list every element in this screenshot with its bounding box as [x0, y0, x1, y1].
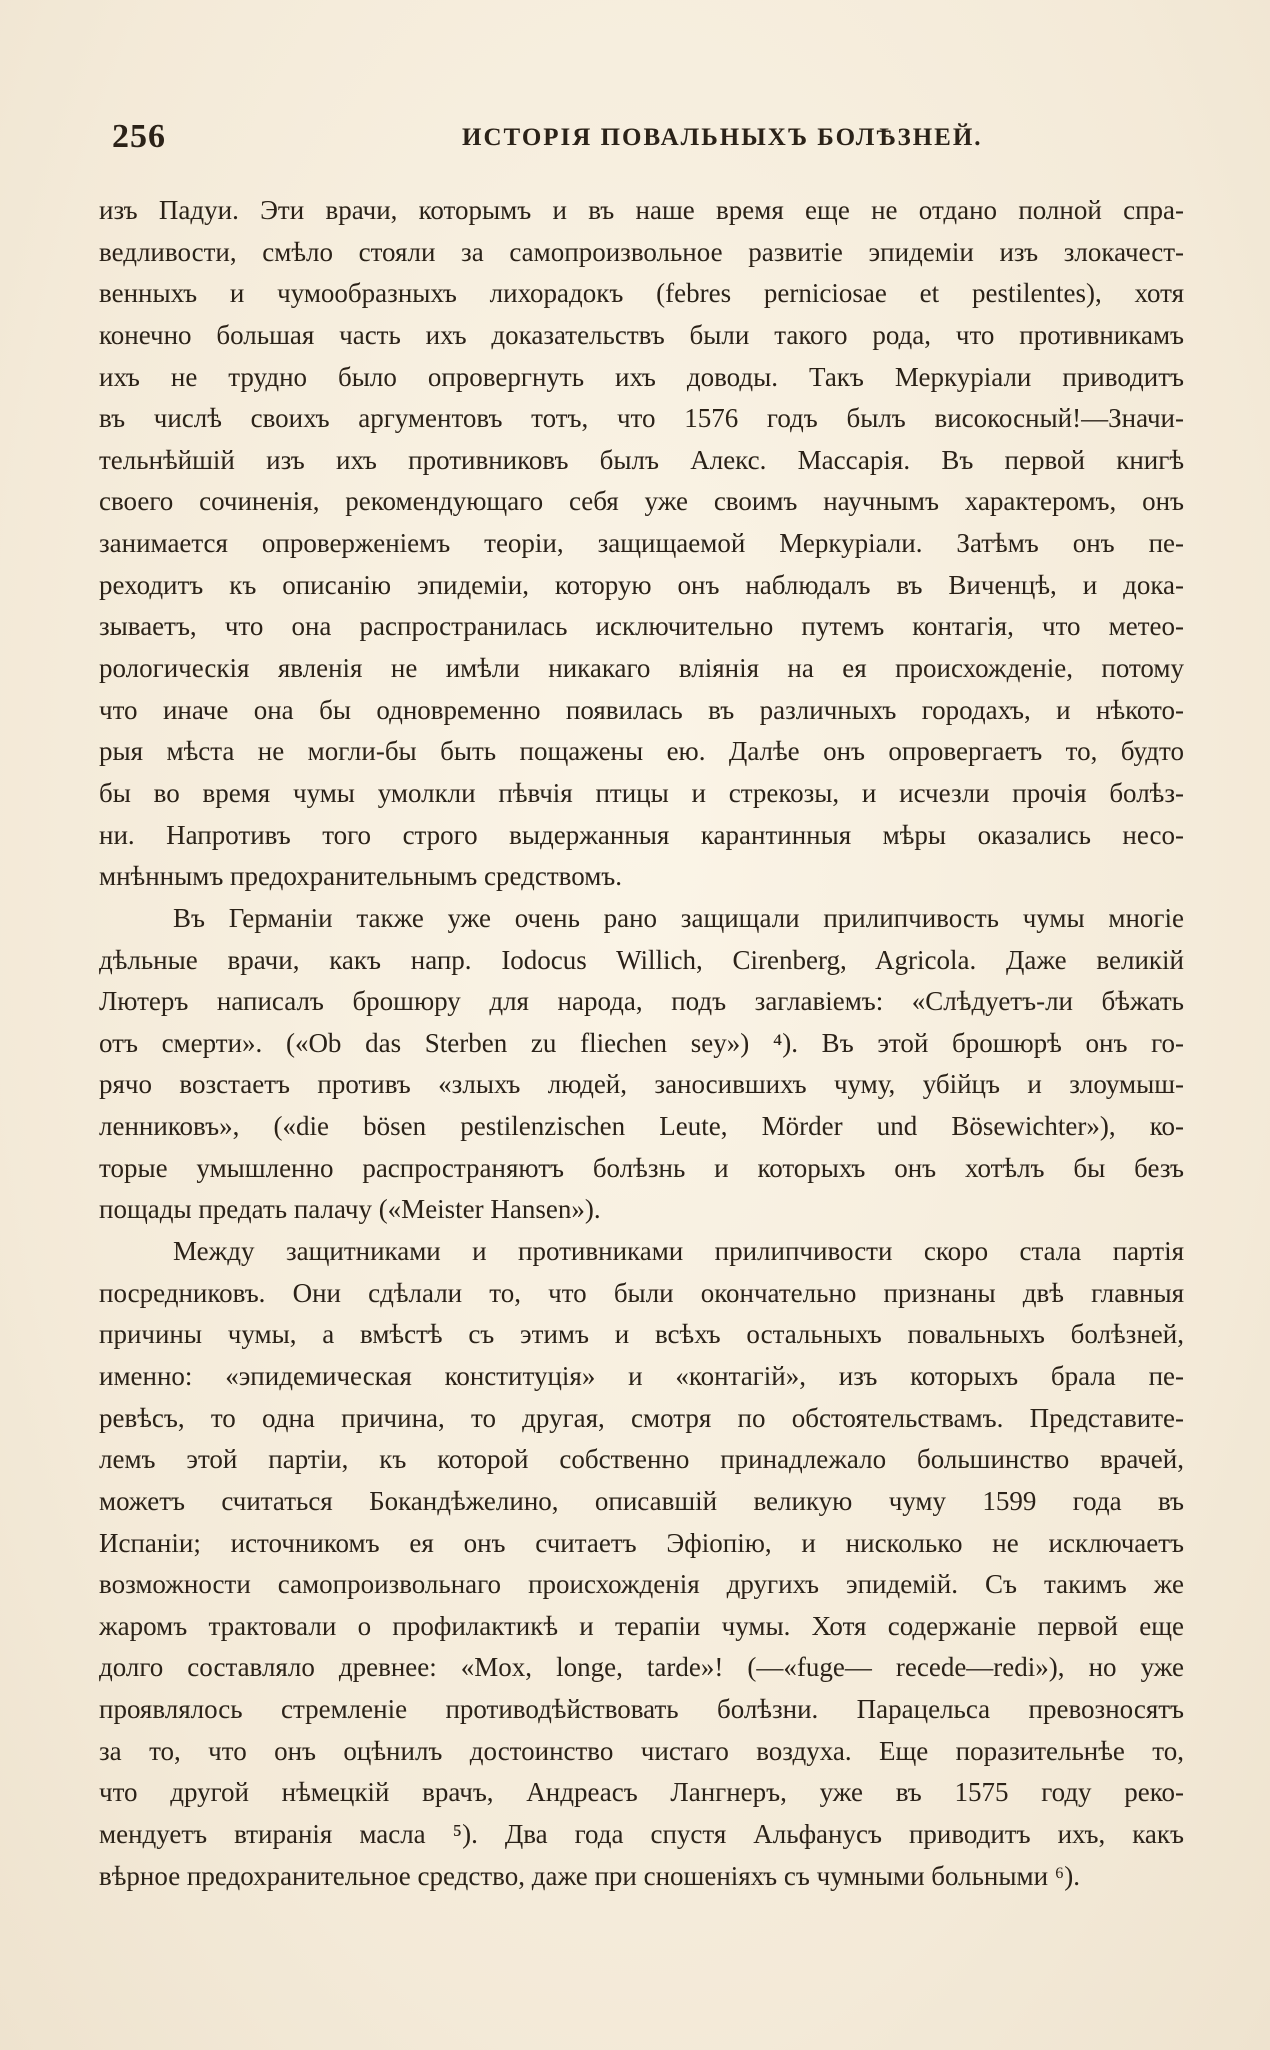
text-line: торые умышленно распространяютъ болѣзнь и которыхъ онъ хотѣлъ бы безъ: [99, 1152, 1184, 1183]
text-line: конечно большая часть ихъ доказательствъ были такого рода, что противникамъ: [99, 319, 1184, 350]
text-line: лемъ этой партіи, къ которой собственно принадлежало большинство врачей,: [99, 1444, 1184, 1475]
text-line: причины чумы, а вмѣстѣ съ этимъ и всѣхъ остальныхъ повальныхъ болѣзней,: [99, 1319, 1184, 1350]
text-line: ни. Напротивъ того строго выдержанныя карантинныя мѣры оказались несо-: [99, 819, 1184, 850]
text-line: реходитъ къ описанію эпидеміи, которую онъ наблюдалъ въ Виченцѣ, и дока-: [99, 569, 1184, 600]
text-line: въ числѣ своихъ аргументовъ тотъ, что 1576 годъ былъ високосный!—Значи-: [99, 403, 1184, 434]
body-text: [99, 190, 1184, 1897]
text-line: венныхъ и чумообразныхъ лихорадокъ (febres perniciosae et pestilentes), хотя: [99, 278, 1184, 309]
text-line: можетъ считаться Бокандѣжелино, описавшій великую чуму 1599 года въ: [99, 1485, 1184, 1516]
text-line: жаромъ трактовали о профилактикѣ и терапіи чумы. Хотя содержаніе первой еще: [99, 1610, 1184, 1641]
text-line: отъ смерти». («Ob das Sterben zu fliechen sey») ⁴). Въ этой брошюрѣ онъ го-: [99, 1027, 1184, 1058]
text-line: ревѣсъ, то одна причина, то другая, смотря по обстоятельствамъ. Представите-: [99, 1402, 1184, 1433]
page-header: [112, 118, 1182, 158]
text-line: рологическія явленія не имѣли никакаго вліянія на ея происхожденіе, потому: [99, 653, 1184, 684]
text-line: Между защитниками и противниками прилипчивости скоро стала партія: [173, 1236, 1184, 1267]
text-line: рячо возстаетъ противъ «злыхъ людей, заносившихъ чуму, убійцъ и злоумыш-: [99, 1069, 1184, 1100]
text-line: мендуетъ втиранія масла ⁵). Два года спустя Альфанусъ приводитъ ихъ, какъ: [99, 1818, 1184, 1849]
text-line: возможности самопроизвольнаго происхожденія другихъ эпидемій. Съ такимъ же: [99, 1569, 1184, 1600]
text-line: именно: «эпидемическая конституція» и «контагій», изъ которыхъ брала пе-: [99, 1360, 1184, 1391]
text-line: ленниковъ», («die bösen pestilenzischen Leute, Mörder und Bösewichter»), ко-: [99, 1111, 1184, 1142]
text-line: зываетъ, что она распространилась исключительно путемъ контагія, что метео-: [99, 611, 1184, 642]
text-line: дѣльные врачи, какъ напр. Iodocus Willich, Cirenberg, Agricola. Даже великій: [99, 944, 1184, 975]
text-line: бы во время чумы умолкли пѣвчія птицы и стрекозы, и исчезли прочія болѣз-: [99, 777, 1184, 808]
text-line: занимается опроверженіемъ теоріи, защищаемой Меркуріали. Затѣмъ онъ пе-: [99, 528, 1184, 559]
text-line: проявлялось стремленіе противодѣйствовать болѣзни. Парацельса превозносятъ: [99, 1694, 1184, 1725]
running-title: ИСТОРІЯ ПОВАЛЬНЫХЪ БОЛѢЗНЕЙ.: [462, 124, 983, 151]
page-number: 256: [112, 118, 166, 155]
text-line: Лютеръ написалъ брошюру для народа, подъ заглавіемъ: «Слѣдуетъ-ли бѣжать: [99, 986, 1184, 1017]
text-line: вѣрное предохранительное средство, даже при сношеніяхъ съ чумными больными ⁶).: [99, 1860, 1080, 1891]
text-line: за то, что онъ оцѣнилъ достоинство чистаго воздуха. Еще поразительнѣе то,: [99, 1735, 1184, 1766]
text-line: тельнѣйшій изъ ихъ противниковъ былъ Алекс. Массарія. Въ первой книгѣ: [99, 444, 1184, 475]
text-line: изъ Падуи. Эти врачи, которымъ и въ наше время еще не отдано полной спра-: [99, 195, 1184, 225]
text-line: своего сочиненія, рекомендующаго себя уже своимъ научнымъ характеромъ, онъ: [99, 486, 1184, 517]
text-line: мнѣннымъ предохранительнымъ средствомъ.: [99, 861, 622, 892]
text-line: что другой нѣмецкій врачъ, Андреасъ Лангнеръ, уже въ 1575 году реко-: [99, 1777, 1184, 1808]
text-line: ихъ не трудно было опровергнуть ихъ доводы. Такъ Меркуріали приводитъ: [99, 361, 1184, 392]
text-line: посредниковъ. Они сдѣлали то, что были окончательно признаны двѣ главныя: [99, 1277, 1184, 1308]
text-line: что иначе она бы одновременно появилась въ различныхъ городахъ, и нѣкото-: [99, 694, 1184, 725]
text-line: Испаніи; источникомъ ея онъ считаетъ Эфіопію, и нисколько не исключаетъ: [99, 1527, 1184, 1558]
text-line: рыя мѣста не могли-бы быть пощажены ею. Далѣе онъ опровергаетъ то, будто: [99, 736, 1184, 767]
text-line: Въ Германіи также уже очень рано защищали прилипчивость чумы многіе: [173, 902, 1184, 933]
text-line: ведливости, смѣло стояли за самопроизвольное развитіе эпидеміи изъ злокачест-: [99, 236, 1184, 267]
text-line: долго составляло древнее: «Mox, longe, tarde»! (—«fuge— recede—redi»), но уже: [99, 1652, 1184, 1683]
text-line: пощады предать палачу («Meister Hansen»).: [99, 1194, 601, 1225]
